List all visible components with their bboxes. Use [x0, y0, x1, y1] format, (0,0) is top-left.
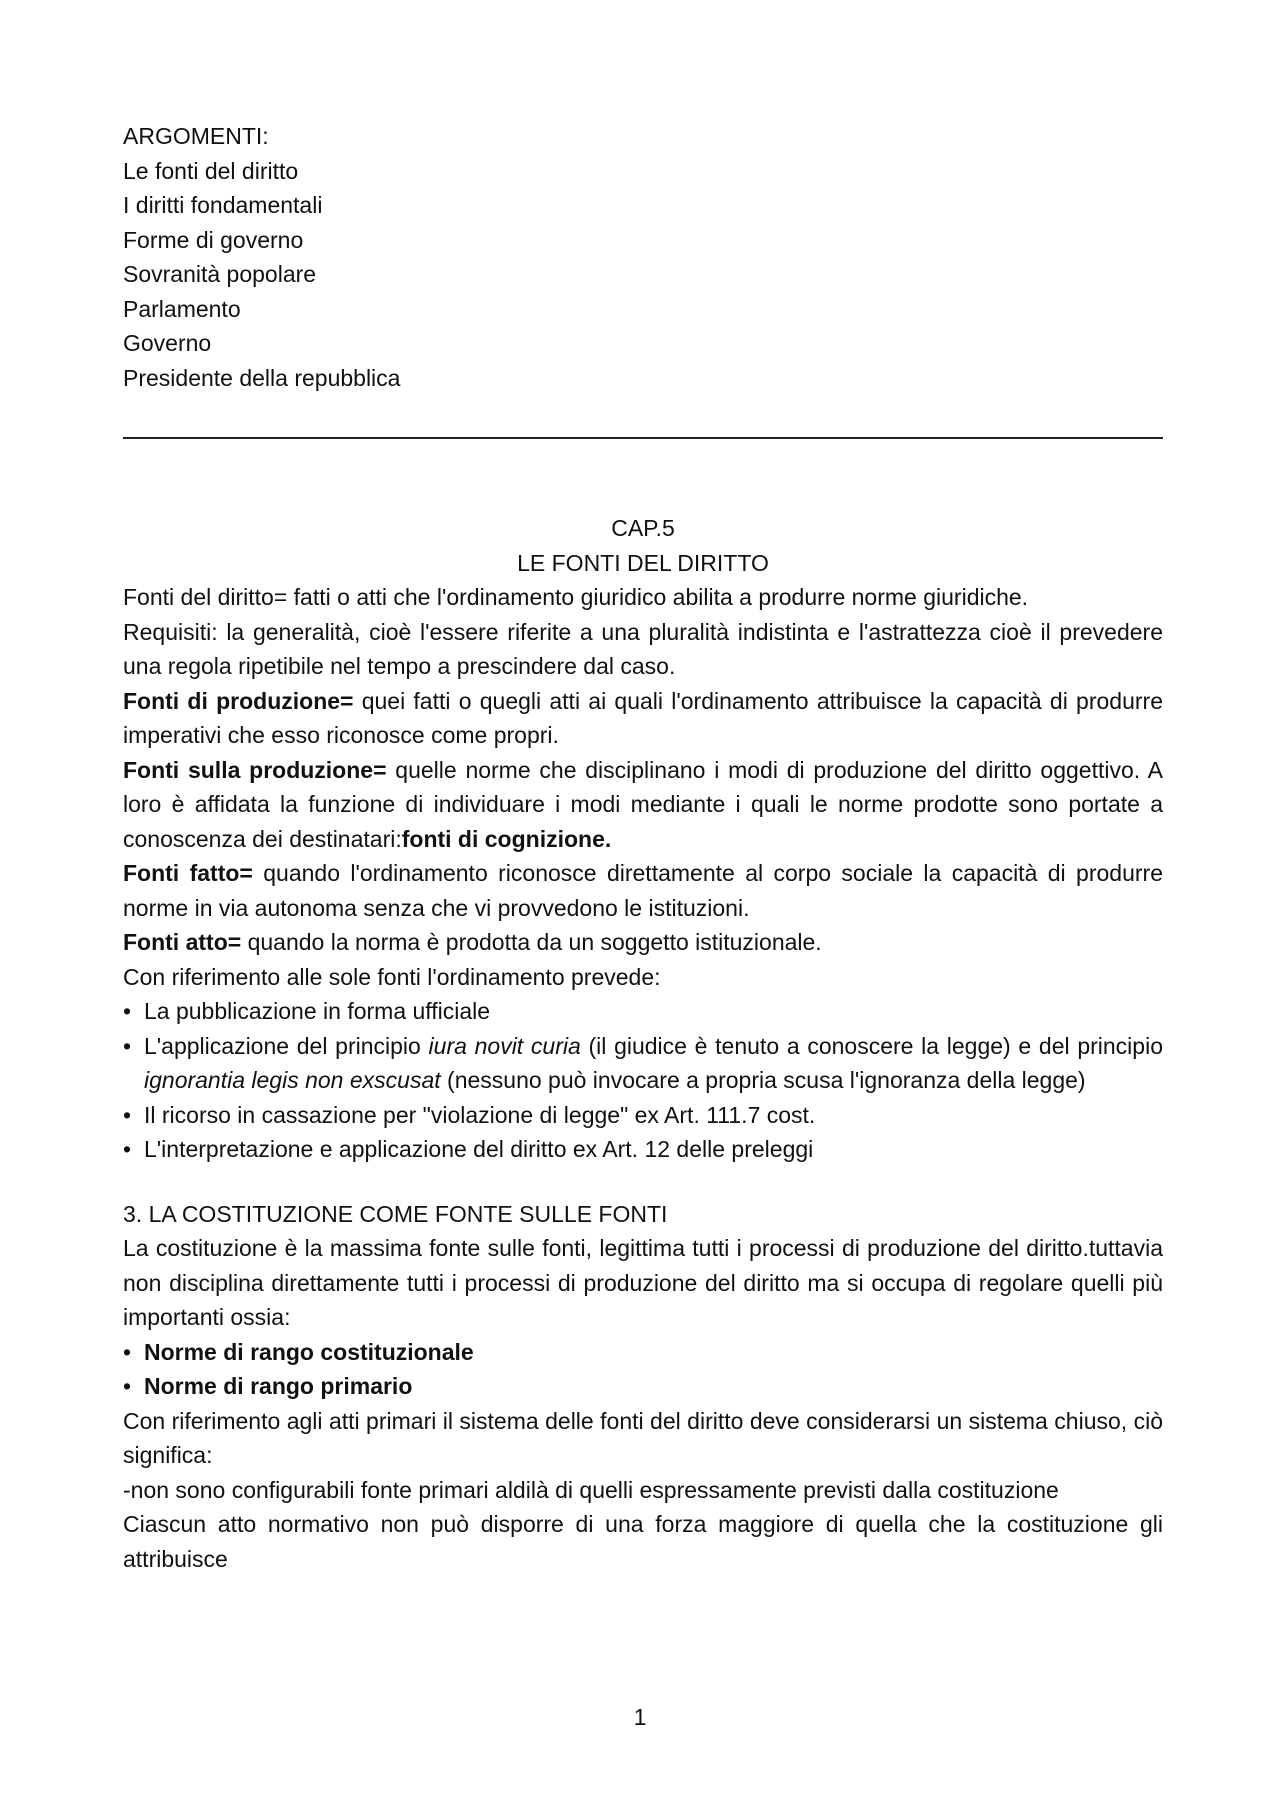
section-3 [123, 1197, 1163, 1577]
list-item: • La pubblicazione in forma ufficiale [123, 994, 1163, 1029]
list-item: • Il ricorso in cassazione per "violazione di legge" ex Art. 111.7 cost. [123, 1098, 1163, 1133]
section-heading: 3. LA COSTITUZIONE COME FONTE SULLE FONTI [123, 1200, 668, 1227]
paragraph: Fonti del diritto= fatti o atti che l'ordinamento giuridico abilita a produrre norme giuridiche. [123, 584, 1029, 610]
list-item [123, 1029, 1163, 1098]
list-item-text: (nessuno può invocare a propria scusa l'ignoranza della legge) [440, 1067, 1086, 1093]
topic-item: Le fonti del diritto [123, 157, 299, 184]
paragraph [123, 856, 1163, 925]
latin-phrase: ignorantia legis non exscusat [144, 1067, 441, 1093]
topic-item: Parlamento [123, 295, 241, 322]
term-bold: Fonti di produzione= [123, 687, 354, 714]
list-item [123, 1369, 1163, 1404]
term-bold: Fonti fatto= [123, 860, 253, 886]
chapter-section [123, 511, 1163, 1167]
latin-phrase: iura novit curia [428, 1032, 581, 1059]
definition-text: quando l'ordinamento riconosce direttamente al corpo sociale la capacità di produrre norme in via autonoma senza che vi provvedono le istituzioni. [123, 860, 1163, 921]
topic-item: Sovranità popolare [123, 261, 317, 287]
chapter-title: LE FONTI DEL DIRITTO [517, 549, 769, 576]
paragraph [123, 684, 1163, 753]
paragraph: Ciascun atto normativo non può disporre di una forza maggiore di quella che la costituzione gli attribuisce [123, 1511, 1163, 1572]
term-bold: Fonti atto= [123, 929, 242, 955]
list-item-text: Norme di rango costituzionale [144, 1338, 474, 1365]
list-item-text: Norme di rango primario [144, 1373, 413, 1399]
list-item [123, 1335, 1163, 1370]
paragraph: Con riferimento agli atti primari il sistema delle fonti del diritto deve considerarsi un sistema chiuso, ciò significa: [123, 1407, 1163, 1468]
topic-item: I diritti fondamentali [123, 192, 323, 218]
topics-list [123, 119, 1163, 395]
topic-item: Governo [123, 330, 212, 356]
term-bold: fonti di cognizione. [401, 825, 612, 852]
definition-text: quelle norme che disciplinano i modi di produzione del diritto oggettivo. A loro è affidata la funzione di individuare i modi mediante i quali le norme prodotte sono portate a conoscenza dei destinatari: [123, 756, 1164, 852]
bullet-list [123, 994, 1163, 1167]
topic-item: Forme di governo [123, 226, 304, 253]
paragraph [123, 925, 1163, 960]
paragraph [123, 753, 1163, 857]
list-item: • L'interpretazione e applicazione del diritto ex Art. 12 delle preleggi [123, 1132, 1163, 1167]
term-bold: Fonti sulla produzione= [123, 756, 387, 783]
topics-heading: ARGOMENTI: [123, 123, 269, 149]
paragraph: Con riferimento alle sole fonti l'ordinamento prevede: [123, 963, 661, 990]
list-item-text: L'applicazione del principio [144, 1032, 429, 1059]
paragraph: -non sono configurabili fonte primari aldilà di quelli espressamente previsti dalla costituzione [123, 1476, 1059, 1503]
definition-text: quando la norma è prodotta da un soggetto istituzionale. [241, 929, 822, 955]
page-number: 1 [633, 1704, 647, 1730]
horizontal-divider [123, 437, 1163, 439]
topic-item: Presidente della repubblica [123, 364, 401, 391]
bullet-list [123, 1335, 1163, 1404]
paragraph: La costituzione è la massima fonte sulle fonti, legittima tutti i processi di produzione del diritto.tuttavia non disciplina direttamente tutti i processi di produzione del diritto ma si occupa di regolare quelli più importanti ossia: [123, 1235, 1163, 1330]
definition-text: quei fatti o quegli atti ai quali l'ordinamento attribuisce la capacità di produrre imperativi che esso riconosce come propri. [123, 687, 1163, 748]
paragraph: Requisiti: la generalità, cioè l'essere riferite a una pluralità indistinta e l'astrattezza cioè il prevedere una regola ripetibile nel tempo a prescindere dal caso. [123, 618, 1163, 679]
list-item-text: (il giudice è tenuto a conoscere la legge) e del principio [580, 1032, 1163, 1059]
chapter-number: CAP.5 [611, 515, 675, 541]
document-page [123, 119, 1163, 1576]
